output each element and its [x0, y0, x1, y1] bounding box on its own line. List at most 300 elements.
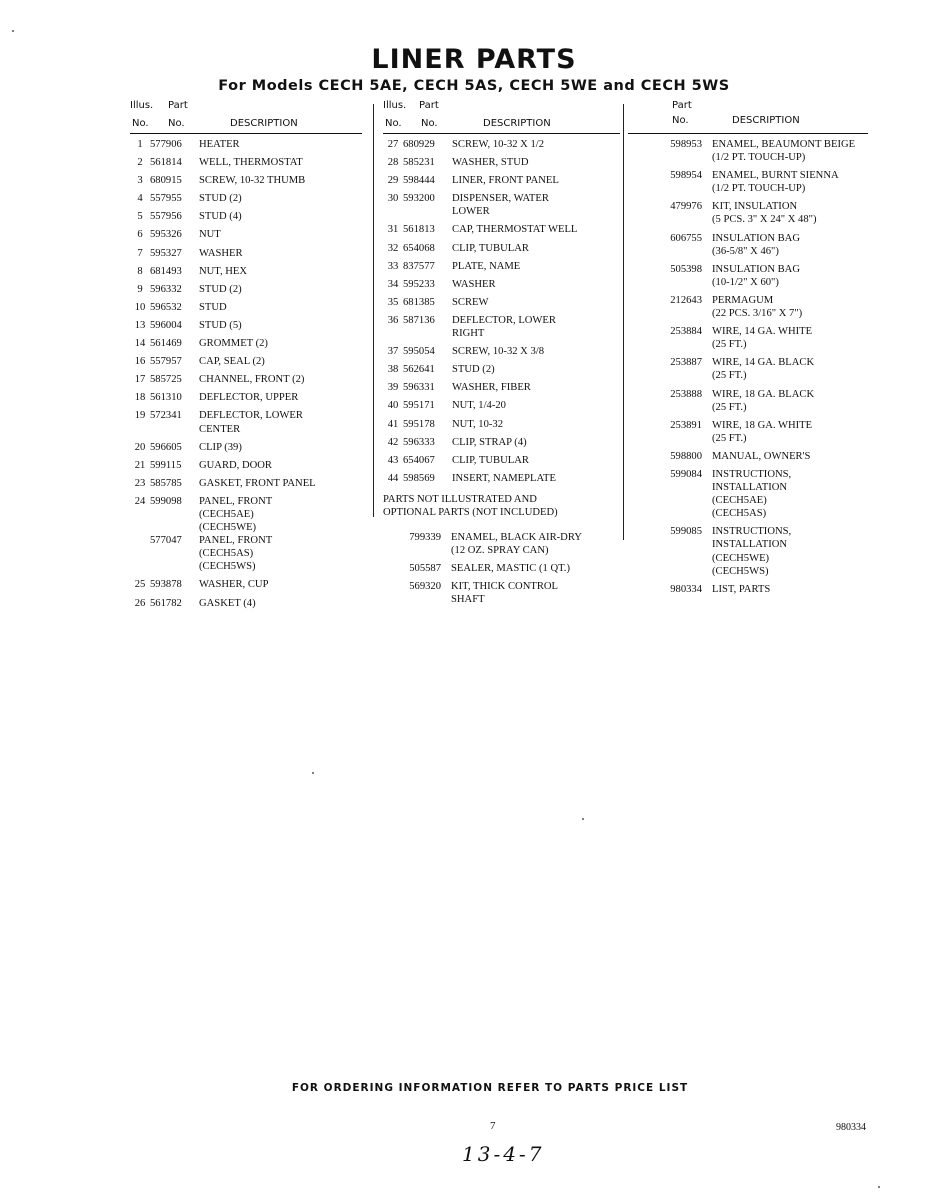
part-number: 593878: [150, 579, 182, 591]
part-description: ENAMEL, BEAUMONT BEIGE: [712, 139, 856, 150]
part-description: CLIP (39): [199, 441, 242, 453]
illus-number: [130, 560, 150, 573]
part-label: Part: [672, 100, 692, 111]
illus-number: 4: [137, 193, 143, 205]
part-description: PLATE, NAME: [452, 260, 521, 272]
part-number: 680915: [150, 175, 182, 187]
part-number: 654067: [403, 454, 435, 466]
parts-row: [130, 495, 362, 508]
part-number: 557956: [150, 211, 182, 223]
part-description: GUARD, DOOR: [199, 459, 272, 471]
illus-number: 18: [134, 392, 146, 404]
part-description: STUD (2): [199, 193, 242, 205]
part-number: 253887: [670, 357, 702, 369]
part-description: CAP, SEAL (2): [199, 356, 265, 368]
parts-row: [383, 296, 620, 309]
part-number: 595054: [403, 346, 435, 358]
part-number: 596331: [403, 382, 435, 394]
illus-number: 7: [137, 247, 143, 259]
part-description: WASHER, CUP: [199, 579, 269, 591]
parts-row: [628, 450, 868, 463]
part-description: WIRE, 18 GA. BLACK: [712, 388, 815, 400]
part-description: DEFLECTOR, LOWER: [199, 410, 303, 422]
part-description: SEALER, MASTIC (1 QT.): [451, 563, 570, 575]
parts-row: [130, 283, 362, 296]
part-number: 598569: [403, 472, 435, 484]
illus-number: 26: [134, 597, 146, 609]
column-divider-1: [373, 104, 374, 517]
illus-number: 6: [137, 229, 143, 241]
part-number: 599098: [150, 495, 182, 507]
parts-row: [383, 454, 620, 467]
part-description: NUT, 10-32: [452, 418, 503, 430]
parts-row: [130, 534, 362, 547]
part-number: 505587: [409, 563, 441, 575]
part-no-label: No.: [168, 118, 185, 129]
illus-number: 39: [387, 382, 399, 394]
illus-number: 41: [387, 418, 399, 430]
part-number: 599085: [670, 526, 702, 538]
part-number: 562641: [403, 364, 435, 376]
illus-number: [130, 534, 150, 547]
parts-row: [130, 547, 362, 560]
part-description: (22 PCS. 3/16" X 7"): [712, 308, 803, 320]
part-number: 598953: [670, 139, 702, 150]
part-description: STUD: [199, 301, 227, 313]
part-description: (1/2 PT. TOUCH-UP): [712, 183, 806, 195]
illus-number: 33: [387, 260, 399, 272]
parts-row: [130, 508, 362, 521]
ordering-info-footer: FOR ORDERING INFORMATION REFER TO PARTS PRICE LIST: [291, 1082, 689, 1094]
part-description: CLIP, STRAP (4): [452, 436, 527, 448]
part-description: INSTALLATION: [712, 539, 788, 551]
part-description: CAP, THERMOSTAT WELL: [452, 224, 578, 236]
part-label: Part: [168, 100, 188, 111]
part-number: 585785: [150, 477, 182, 489]
illus-number: 25: [134, 579, 146, 591]
part-description: (CECH5WS): [199, 561, 256, 573]
illus-number: 21: [134, 459, 146, 471]
parts-row: [130, 156, 362, 169]
parts-row: [628, 525, 868, 538]
part-description: CLIP, TUBULAR: [452, 242, 529, 254]
part-description: SHAFT: [451, 594, 485, 606]
part-number: 654068: [403, 242, 435, 254]
part-number: 596004: [150, 319, 182, 331]
column-3-rows: [628, 134, 868, 596]
parts-row: [383, 174, 620, 187]
parts-row: [383, 192, 620, 205]
part-description: (12 OZ. SPRAY CAN): [451, 545, 549, 557]
part-number: [628, 401, 712, 414]
part-number: [628, 432, 712, 445]
parts-row: [383, 242, 620, 255]
illus-number: 42: [387, 436, 399, 448]
part-description: INSTRUCTIONS,: [712, 468, 792, 480]
parts-row: [628, 538, 868, 551]
part-number: 681493: [150, 265, 182, 277]
part-number: 561469: [150, 338, 182, 350]
part-description: (CECH5AS): [712, 508, 767, 520]
parts-row: [383, 562, 620, 575]
scan-speck: [582, 818, 584, 820]
illus-number: 31: [387, 224, 399, 236]
part-number: 799339: [409, 532, 441, 544]
part-number: 980334: [670, 583, 702, 595]
parts-row: [130, 391, 362, 404]
parts-row: [383, 327, 620, 340]
parts-row: [628, 276, 868, 289]
part-description: PANEL, FRONT: [199, 535, 273, 547]
note-line-1: PARTS NOT ILLUSTRATED AND: [383, 493, 537, 505]
part-description: MANUAL, OWNER'S: [712, 450, 811, 462]
part-description: NUT, 1/4-20: [452, 400, 506, 412]
part-description: (CECH5WE): [199, 522, 257, 534]
parts-row: [628, 552, 868, 565]
part-number: 595233: [403, 278, 435, 290]
parts-row: [383, 472, 620, 485]
illus-label: Illus.: [383, 100, 407, 111]
part-description: LINER, FRONT PANEL: [452, 175, 559, 187]
part-number: 598954: [670, 170, 702, 182]
column-2-header: [383, 100, 620, 134]
part-description: LIST, PARTS: [712, 583, 771, 595]
part-description: WASHER: [452, 278, 496, 290]
parts-column-3: [628, 100, 868, 596]
illus-number: 8: [137, 265, 143, 277]
part-number: 680929: [403, 139, 435, 150]
part-number: [628, 507, 712, 520]
part-description: (1/2 PT. TOUCH-UP): [712, 152, 806, 164]
part-description: (CECH5WS): [712, 565, 769, 577]
document-number: 980334: [836, 1122, 866, 1133]
part-description: (36-5/8" X 46"): [712, 245, 779, 257]
parts-row: [628, 468, 868, 481]
description-label: DESCRIPTION: [483, 118, 551, 129]
part-number: [628, 213, 712, 226]
part-number: 599084: [670, 468, 702, 480]
parts-row: [628, 169, 868, 182]
parts-row: [130, 265, 362, 278]
illus-number: [383, 205, 403, 218]
part-label: Part: [419, 100, 439, 111]
parts-row: [628, 232, 868, 245]
part-number: [628, 151, 712, 164]
illus-number: 13: [134, 319, 146, 331]
illus-number: 16: [134, 356, 146, 368]
part-number: 595171: [403, 400, 435, 412]
parts-row: [130, 355, 362, 368]
part-description: HEATER: [199, 139, 240, 150]
part-number: [150, 508, 199, 521]
part-description: SCREW, 10-32 THUMB: [199, 175, 306, 187]
parts-row: [628, 481, 868, 494]
part-number: 595326: [150, 229, 182, 241]
part-description: WIRE, 18 GA. WHITE: [712, 419, 813, 431]
part-description: RIGHT: [452, 328, 485, 340]
description-label: DESCRIPTION: [230, 118, 298, 129]
parts-row: [628, 507, 868, 520]
part-description: WIRE, 14 GA. BLACK: [712, 357, 815, 369]
part-number: [628, 338, 712, 351]
part-number: 561782: [150, 597, 182, 609]
parts-row: [628, 294, 868, 307]
parts-row: [628, 494, 868, 507]
illus-number: [130, 423, 150, 436]
parts-row: [628, 401, 868, 414]
parts-row: [383, 278, 620, 291]
part-description: STUD (2): [452, 364, 495, 376]
part-number: [403, 327, 452, 340]
illus-number: 35: [387, 296, 399, 308]
part-description: WELL, THERMOSTAT: [199, 157, 303, 169]
part-number: 587136: [403, 314, 435, 326]
parts-row: [628, 419, 868, 432]
part-number: [150, 560, 199, 573]
part-description: INSTALLATION: [712, 482, 788, 494]
part-description: WASHER: [199, 247, 243, 259]
part-description: LOWER: [452, 206, 490, 218]
parts-row: [383, 205, 620, 218]
parts-column-1: [130, 100, 362, 610]
part-description: KIT, INSULATION: [712, 201, 798, 213]
description-label: DESCRIPTION: [732, 115, 800, 126]
illus-number: 9: [137, 283, 143, 295]
page-number: 7: [490, 1120, 496, 1132]
part-number: 593200: [403, 193, 435, 205]
parts-row: [130, 319, 362, 332]
part-number: [150, 423, 199, 436]
parts-row: [130, 247, 362, 260]
illus-number: 2: [137, 157, 143, 169]
illus-number: 14: [134, 338, 146, 350]
part-description: DEFLECTOR, LOWER: [452, 314, 556, 326]
parts-row: [383, 399, 620, 412]
part-number: 598800: [670, 450, 702, 462]
part-number: 505398: [670, 263, 702, 275]
part-description: (10-1/2" X 60"): [712, 276, 779, 288]
part-no-label: No.: [421, 118, 438, 129]
part-number: [628, 276, 712, 289]
part-number: 595178: [403, 418, 435, 430]
parts-row: [383, 363, 620, 376]
handwritten-note: 13-4-7: [462, 1142, 545, 1166]
part-number: 577906: [150, 139, 182, 150]
part-number: 253884: [670, 326, 702, 338]
parts-row: [628, 369, 868, 382]
parts-row: [383, 436, 620, 449]
illus-number: 36: [387, 314, 399, 326]
parts-row: [130, 578, 362, 591]
parts-row: [130, 423, 362, 436]
part-no-label: No.: [672, 115, 689, 126]
illus-number: 34: [387, 278, 399, 290]
page-subtitle: For Models CECH 5AE, CECH 5AS, CECH 5WE and CECH 5WS: [218, 78, 730, 94]
parts-row: [383, 314, 620, 327]
part-number: 596605: [150, 441, 182, 453]
part-number: 606755: [670, 232, 702, 244]
part-description: INSULATION BAG: [712, 263, 800, 275]
parts-column-2: [383, 100, 620, 607]
part-number: 557957: [150, 356, 182, 368]
part-number: [628, 307, 712, 320]
illus-number: 10: [134, 301, 146, 313]
part-number: 561813: [403, 224, 435, 236]
illus-no-label: No.: [385, 118, 402, 129]
part-number: [628, 481, 712, 494]
parts-row: [130, 138, 362, 151]
parts-row: [628, 200, 868, 213]
illus-no-label: No.: [132, 118, 149, 129]
illus-number: 20: [134, 441, 146, 453]
part-description: (5 PCS. 3" X 24" X 48"): [712, 214, 817, 226]
column-1-header: [130, 100, 362, 134]
part-description: ENAMEL, BLACK AIR-DRY: [451, 532, 582, 544]
part-number: 585725: [150, 374, 182, 386]
scan-speck: [878, 1186, 880, 1188]
parts-row: [383, 418, 620, 431]
parts-row: [383, 580, 620, 593]
parts-row: [383, 593, 620, 606]
part-number: [403, 205, 452, 218]
parts-row: [628, 263, 868, 276]
part-number: 212643: [670, 294, 702, 306]
part-number: 577047: [150, 535, 182, 547]
scan-speck: [12, 30, 14, 32]
parts-row: [628, 565, 868, 578]
parts-row: [628, 307, 868, 320]
part-description: (25 FT.): [712, 339, 747, 351]
part-description: WASHER, STUD: [452, 157, 529, 169]
part-description: CENTER: [199, 423, 241, 435]
parts-row: [130, 228, 362, 241]
part-description: GASKET, FRONT PANEL: [199, 477, 316, 489]
part-description: CLIP, TUBULAR: [452, 454, 529, 466]
part-description: (25 FT.): [712, 432, 747, 444]
illus-number: 29: [387, 175, 399, 187]
parts-row: [628, 151, 868, 164]
illus-number: 23: [134, 477, 146, 489]
part-number: 681385: [403, 296, 435, 308]
part-number: [628, 369, 712, 382]
illus-number: 44: [387, 472, 399, 484]
parts-row: [383, 531, 620, 544]
part-description: CHANNEL, FRONT (2): [199, 374, 305, 386]
part-description: PERMAGUM: [712, 294, 774, 306]
illus-number: 32: [387, 242, 399, 254]
part-description: (CECH5WE): [712, 552, 770, 564]
parts-row: [628, 182, 868, 195]
parts-row: [130, 301, 362, 314]
scan-speck: [312, 772, 314, 774]
part-description: (CECH5AE): [712, 495, 767, 507]
part-description: (25 FT.): [712, 370, 747, 382]
column-1-rows: [130, 134, 362, 610]
part-description: NUT, HEX: [199, 265, 248, 277]
part-description: DISPENSER, WATER: [452, 193, 549, 205]
optional-parts-rows: [383, 519, 620, 606]
parts-row: [130, 597, 362, 610]
illus-number: [130, 508, 150, 521]
illus-label: Illus.: [130, 100, 154, 111]
part-number: [150, 521, 199, 534]
not-illustrated-note: [383, 493, 620, 519]
part-number: [628, 494, 712, 507]
part-number: 253891: [670, 419, 702, 431]
parts-row: [383, 381, 620, 394]
part-number: [383, 544, 451, 557]
part-number: 561310: [150, 392, 182, 404]
part-description: WASHER, FIBER: [452, 382, 531, 394]
part-number: [150, 547, 199, 560]
illus-number: [130, 547, 150, 560]
part-number: 253888: [670, 388, 702, 400]
note-line-2: OPTIONAL PARTS (NOT INCLUDED): [383, 506, 558, 518]
illus-number: 43: [387, 454, 399, 466]
illus-number: 28: [387, 157, 399, 169]
page-title: LINER PARTS: [371, 44, 577, 75]
illus-number: [130, 521, 150, 534]
parts-row: [628, 356, 868, 369]
parts-row: [130, 441, 362, 454]
parts-row: [383, 138, 620, 151]
part-number: 595327: [150, 247, 182, 259]
parts-row: [130, 373, 362, 386]
parts-row: [130, 560, 362, 573]
illus-number: 19: [134, 410, 146, 422]
illus-number: 1: [137, 139, 143, 150]
part-description: WIRE, 14 GA. WHITE: [712, 326, 813, 338]
part-number: [628, 552, 712, 565]
part-number: 585231: [403, 157, 435, 169]
column-2-rows: [383, 134, 620, 485]
parts-row: [383, 156, 620, 169]
part-number: 561814: [150, 157, 182, 169]
part-description: SCREW, 10-32 X 3/8: [452, 346, 545, 358]
part-number: 596333: [403, 436, 435, 448]
part-number: [383, 593, 451, 606]
illus-number: 3: [137, 175, 143, 187]
illus-number: 38: [387, 364, 399, 376]
illus-number: 17: [134, 374, 146, 386]
part-number: 599115: [150, 459, 182, 471]
illus-number: 30: [387, 193, 399, 205]
parts-row: [130, 337, 362, 350]
illus-number: 37: [387, 346, 399, 358]
parts-row: [628, 583, 868, 596]
part-description: SCREW, 10-32 X 1/2: [452, 139, 545, 150]
parts-row: [130, 210, 362, 223]
parts-row: [628, 138, 868, 151]
part-description: INSTRUCTIONS,: [712, 526, 792, 538]
part-description: INSULATION BAG: [712, 232, 800, 244]
part-number: 596332: [150, 283, 182, 295]
column-3-header: [628, 100, 868, 134]
illus-number: 40: [387, 400, 399, 412]
part-number: 569320: [409, 581, 441, 593]
parts-row: [130, 192, 362, 205]
parts-row: [383, 345, 620, 358]
part-description: INSERT, NAMEPLATE: [452, 472, 556, 484]
part-number: 598444: [403, 175, 435, 187]
parts-row: [628, 245, 868, 258]
part-description: SCREW: [452, 296, 489, 308]
part-description: STUD (5): [199, 319, 242, 331]
part-number: 572341: [150, 410, 182, 422]
illus-number: 24: [134, 495, 146, 507]
part-number: 479976: [670, 201, 702, 213]
column-divider-2: [623, 104, 624, 540]
